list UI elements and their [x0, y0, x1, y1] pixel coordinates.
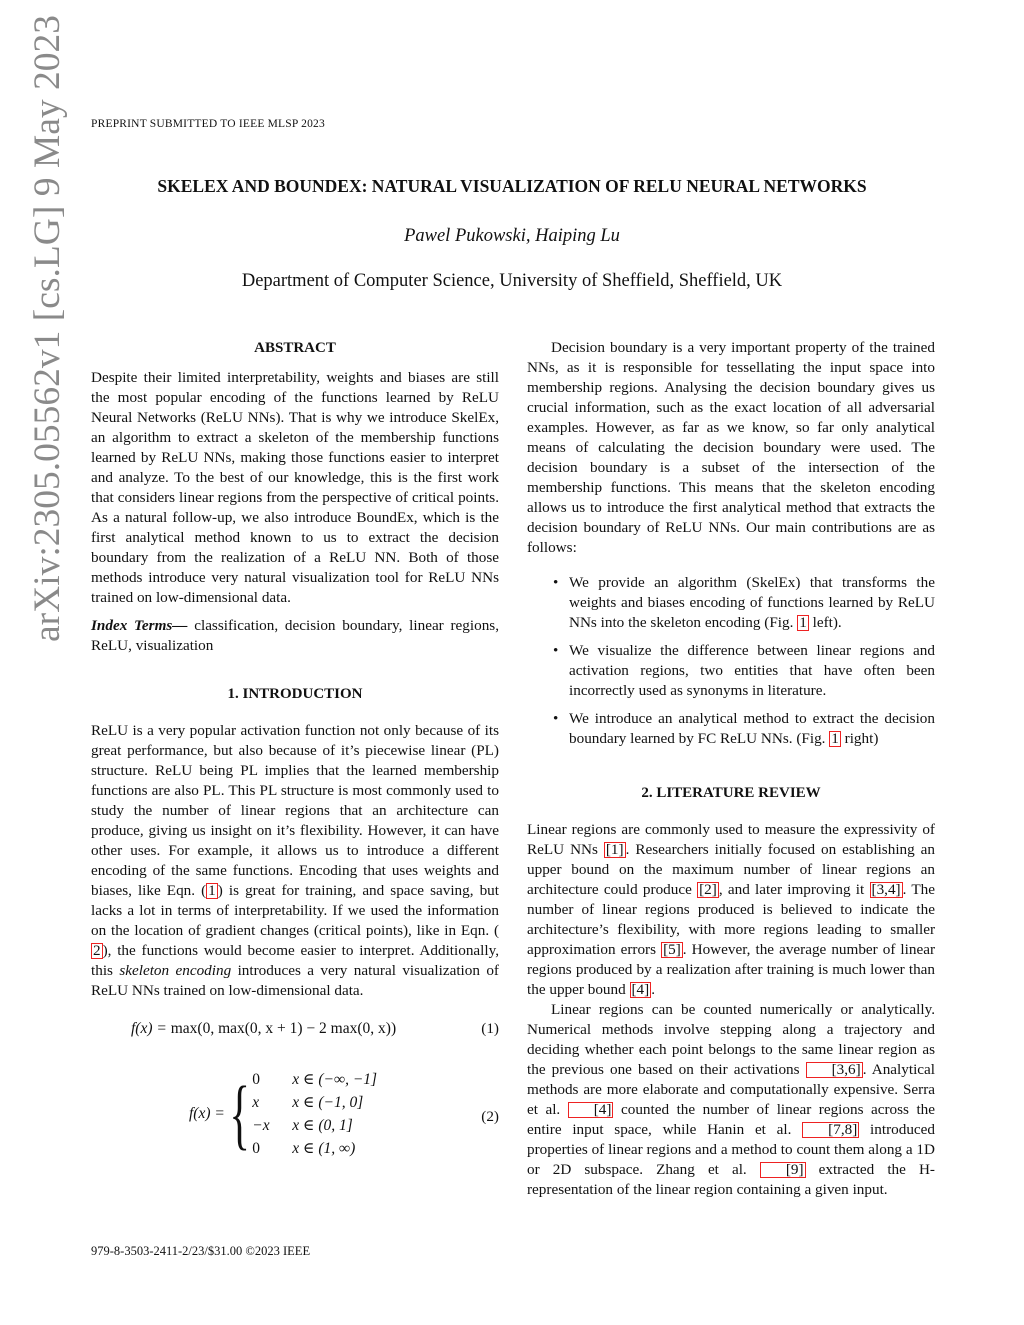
literature-paragraph-1: [527, 820, 935, 1000]
index-terms-label: Index Terms—: [91, 617, 188, 634]
eq1-rhs: max(0, max(0, x + 1) − 2 max(0, x)): [170, 1020, 397, 1037]
citation-link[interactable]: [7,8]: [802, 1122, 859, 1138]
citation-link[interactable]: [4]: [568, 1102, 614, 1118]
eq2-number: (2): [481, 1108, 499, 1125]
lit-text-part: . Analytical methods are more elaborate and computationally expensive. Serra et al.: [527, 1061, 935, 1118]
eq1-lhs: f(x) =: [131, 1020, 171, 1037]
arxiv-identifier: arXiv:2305.05562v1 [cs.LG] 9 May 2023: [27, 15, 68, 642]
eq-ref-link[interactable]: 2: [93, 942, 101, 959]
bullet-icon: •: [553, 710, 559, 727]
lit-text-part: , and later improving it: [718, 881, 870, 898]
abstract-heading: ABSTRACT: [254, 340, 336, 356]
abstract-text: Despite their limited interpretability, weights and biases are still the most popular encoding of the functions learned by ReLU Neural Networks (ReLU NNs). That is why we introduce SkelEx, an algorithm to extract a skeleton of the membership functions learned by ReLU NNs, making those functions easier to interpret and analyze. To the best of our knowledge, this is the first work that considers linear regions from the perspective of critical points. As a natural follow-up, we also introduce BoundEx, which is the first analytical method known to us to extract the decision boundary from the realization of a ReLU NN. Both of those methods introduce very natural visualization tool for ReLU NNs trained on low-dimensional data.: [91, 369, 499, 606]
running-header: PREPRINT SUBMITTED TO IEEE MLSP 2023: [91, 118, 325, 130]
intro-text-part: , the functions would become easier to interpret. Additionally, this: [91, 942, 499, 979]
contribution-text: right): [840, 730, 879, 747]
fig-ref-link[interactable]: 1: [799, 614, 807, 631]
citation-link[interactable]: [9]: [760, 1162, 806, 1178]
eq1-number: (1): [481, 1020, 499, 1037]
citation-link[interactable]: [2]: [699, 881, 717, 898]
equation-2: [91, 1069, 499, 1165]
case-value: 0: [252, 1140, 261, 1157]
lit-text-part: . The number of linear regions produced is believed to indicate the architecture’s flexibility, with more regions leading to smaller approximation errors: [527, 881, 936, 958]
author-list: Pawel Pukowski, Haiping Lu: [404, 226, 620, 246]
contribution-text: left).: [808, 614, 842, 631]
eq2-lhs: f(x) =: [189, 1105, 225, 1122]
intro-text-part: ReLU is a very popular activation function not only because of its great performance, but also because of it’s piecewise linear (PL) structure. ReLU being PL implies that the learned membership functions are also PL. This PL structure is most commonly used to study the number of linear regions that an architecture can produce, giving us insight on it’s flexibility. However, it can have other uses. For example, it allows us to introduce a different encoding of the same functions. Encoding that uses weights and biases, like Eqn.: [91, 722, 499, 899]
bullet-icon: •: [553, 642, 559, 659]
contributions-list: [527, 573, 935, 749]
contribution-text: We visualize the difference between linear regions and activation regions, two entities that have often been incorrectly used as synonyms in literature.: [569, 642, 935, 699]
case-condition: x ∈ (0, 1]: [292, 1117, 353, 1134]
introduction-heading: 1. INTRODUCTION: [227, 686, 363, 702]
intro-text-part: is great for training, and space saving, but lacks a lot in terms of interpretability. If we used the information on the location of gradient changes (critical points), like in Eqn.: [91, 882, 499, 939]
citation-link[interactable]: [5]: [663, 941, 681, 958]
literature-paragraph-2: [527, 1000, 935, 1200]
lit-text-part: .: [651, 981, 656, 998]
lit-text-part: . However, the average number of linear regions produced by a realization after training is much lower than the upper bound: [527, 941, 935, 998]
equation-1: [91, 1019, 499, 1041]
right-column: [527, 338, 935, 1200]
case-value: −x: [252, 1117, 270, 1134]
decision-boundary-paragraph: Decision boundary is a very important property of the trained NNs, as it is responsible for tessellating the input space into membership regions. Analysing the decision boundary gives us crucial information, such as the exact location of all adversarial examples. However, as far as we know, so far only analytical means of calculating the decision boundary were used. The decision boundary is a subset of the intersection of the membership functions. This means that the skeleton encoding allows us to introduce the first analytical method that extracts the decision boundary of ReLU NNs. Our main contributions are as follows:: [527, 339, 935, 556]
left-column: [91, 338, 499, 1165]
left-brace: {: [229, 1070, 250, 1157]
intro-text-part: introduces a very natural visualization of ReLU NNs trained on low-dimensional data.: [91, 962, 499, 999]
citation-link[interactable]: [3,6]: [806, 1062, 863, 1078]
intro-paragraph: ReLU is a very popular activation function not only because of its great performance, but also because of it’s piecewise linear (PL) structure. ReLU being PL implies that the learned membership functions are also PL. This PL structure is most commonly used to study the number of linear regions that an architecture can produce, giving us insight on it’s flexibility. However, it can have other uses. For example, it allows us to introduce a different encoding of the same functions. Encoding that uses weights and biases, like Eqn. ( 1 ) is great for training, and space saving, but lacks a lot in terms of interpretability. If we used the information on the location of gradient changes (critical points), like in Eqn. (2 ), the functions would become easier to interpret. Additionally, this skeleton encoding introduces a very natural visualization of ReLU NNs trained on low-dimensional data.: [91, 722, 499, 999]
lit-text-part: Linear regions are commonly used to measure the expressivity of ReLU NNs: [527, 821, 935, 858]
case-condition: x ∈ (−1, 0]: [292, 1094, 364, 1111]
lit-text-part: extracted the H-representation of the linear region containing a given input.: [527, 1161, 935, 1198]
lit-text-part: counted the number of linear regions across the entire input space, while Hanin et al.: [527, 1101, 936, 1138]
paper-title: SKELEX AND BOUNDEX: NATURAL VISUALIZATION OF RELU NEURAL NETWORKS: [157, 176, 867, 196]
contribution-item: [527, 573, 935, 633]
contribution-item: [527, 709, 935, 749]
emphasized-term: skeleton encoding: [119, 962, 232, 979]
lit-text-part: introduced properties of linear regions and a method to count them along a 1D or 2D subspace. Zhang et al.: [527, 1121, 935, 1178]
literature-heading: 2. LITERATURE REVIEW: [641, 785, 821, 801]
index-terms: [91, 616, 499, 656]
copyright-footer: 979-8-3503-2411-2/23/$31.00 ©2023 IEEE: [91, 1244, 311, 1258]
contribution-item: [527, 641, 935, 701]
case-value: 0: [252, 1071, 261, 1088]
eq-ref-link[interactable]: 1: [208, 882, 216, 899]
eq2-cases: [252, 1069, 377, 1159]
citation-link[interactable]: [1]: [605, 841, 624, 858]
citation-link[interactable]: [3,4]: [871, 881, 901, 898]
citation-link[interactable]: [4]: [631, 981, 650, 998]
contribution-text: We introduce an analytical method to extract the decision boundary learned by FC ReLU NNs. (Fig.: [569, 710, 935, 747]
contribution-text: We provide an algorithm (SkelEx) that transforms the weights and biases encoding of functions learned by ReLU NNs into the skeleton encoding (Fig.: [569, 574, 935, 631]
case-condition: x ∈ (1, ∞): [292, 1140, 356, 1157]
fig-ref-link[interactable]: 1: [831, 730, 839, 747]
bullet-icon: •: [553, 574, 559, 591]
affiliation: Department of Computer Science, University of Sheffield, Sheffield, UK: [241, 271, 783, 291]
index-terms-text: classification, decision boundary, linear regions, ReLU, visualization: [91, 617, 499, 654]
lit-text-part: . Researchers initially focused on establishing an upper bound on the maximum number of linear regions an architecture could produce: [527, 841, 936, 898]
case-condition: x ∈ (−∞, −1]: [292, 1071, 378, 1088]
case-value: x: [252, 1094, 260, 1111]
lit-text-part: Linear regions can be counted numerically or analytically. Numerical methods involve stepping along a trajectory and deciding whether each point belongs to the same linear region as the previous one based on their activations: [527, 1001, 935, 1078]
